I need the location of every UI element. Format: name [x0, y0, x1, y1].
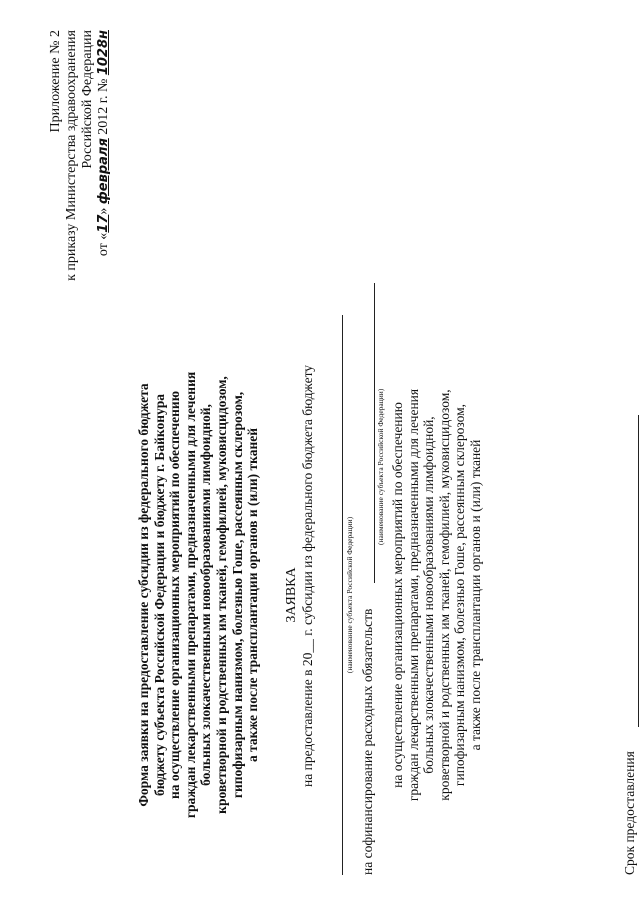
title-line: а также после трансплантации органов и (или) тканей	[245, 428, 261, 762]
purpose-line: кроветворной и родственных им тканей, гемофилией, муковисцидозом,	[436, 389, 452, 801]
appendix-number: Приложение № 2	[48, 30, 63, 133]
appendix-federation: Российской Федерации	[80, 30, 95, 169]
cofinancing-line: на софинансирование расходных обязательств	[360, 608, 375, 875]
appendix-date-line: от «17» февраля 2012 г. № 1028н	[96, 30, 111, 257]
form-title	[136, 315, 261, 875]
date-day: 17	[96, 214, 111, 233]
appendix-header	[48, 30, 112, 450]
title-line: на осуществление организационных мероприятий по обеспечению	[167, 390, 183, 800]
deadline-rule	[638, 415, 639, 727]
appendix-order-ref: к приказу Министерства здравоохранения	[64, 30, 79, 281]
title-line: кроветворной и родственных им тканей, гемофилией, муковисцидозом,	[213, 376, 229, 814]
application-heading: ЗАЯВКА	[284, 567, 299, 623]
title-line: Форма заявки на предоставление субсидии из федерального бюджета	[136, 383, 151, 807]
title-line: бюджету субъекта Российской Федерации и бюджету г. Байконура	[151, 394, 167, 796]
purpose-line: граждан лекарственными препаратами, предназначенными для лечения	[405, 388, 421, 802]
order-number: 1028н	[96, 30, 111, 76]
purpose-line: больных злокачественными новообразованиями лимфоидной,	[421, 416, 437, 774]
title-line: больных злокачественными новообразованиями лимфоидной,	[198, 404, 214, 786]
purpose-line: а также после трансплантации органов и (или) тканей	[467, 439, 483, 751]
obligations-caption: (наименование субъекта Российской Федерации)	[376, 388, 385, 545]
subject-name-caption: (наименование субъекта Российской Федерации)	[345, 516, 354, 674]
date-year: 2012 г. №	[96, 78, 111, 135]
title-line: гипофизарным нанизмом, болезнью Гоше, рассеянным склерозом,	[229, 391, 245, 799]
subject-name-rule	[342, 315, 343, 875]
purpose-line: гипофизарным нанизмом, болезнью Гоше, рассеянным склерозом,	[452, 403, 468, 787]
title-line: граждан лекарственными препаратами, предназначенными для лечения	[182, 371, 198, 819]
purpose-block	[390, 315, 484, 875]
purpose-line: на осуществление организационных мероприятий по обеспечению	[390, 402, 405, 788]
request-line: на предоставление в 20__ г. субсидии из федерального бюджета бюджету	[300, 364, 315, 787]
obligations-rule	[374, 283, 375, 583]
deadline-label: Срок предоставления	[622, 751, 637, 875]
date-month: февраля	[96, 138, 111, 205]
